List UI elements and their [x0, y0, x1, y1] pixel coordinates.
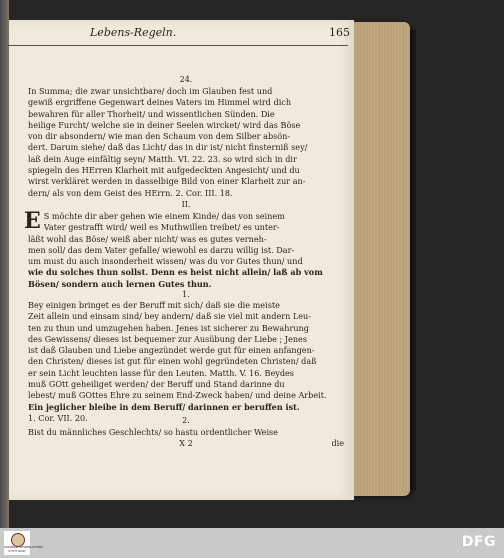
- header-rule: [8, 45, 348, 46]
- text-line: laß dein Auge einfältig seyn/ Matth. VI. 22. 23. so wird sich in dir: [28, 153, 297, 164]
- paragraph-24: [28, 86, 344, 199]
- running-title: Lebens-Regeln.: [90, 26, 177, 39]
- text-line: um must du auch insonderheit wissen/ was du vor Gutes thun/ und: [28, 256, 303, 267]
- text-line: dert. Darum siehe/ daß das Licht/ das in dir ist/ nicht finsterniß sey/: [28, 142, 308, 153]
- text-line: Bist du männliches Geschlechts/ so hastu ordentlicher Weise: [28, 427, 278, 437]
- text-line: wirst verkläret werden in dasselbige Bild von einer Klarheit zur an-: [28, 176, 306, 187]
- section-number-24: 24.: [179, 75, 193, 84]
- text-line: S möchte dir aber gehen wie einem Kinde/ das von seinem: [43, 211, 285, 221]
- library-logo[interactable]: [4, 531, 44, 555]
- text-line: Bey einigen bringet es der Beruff mit sich/ daß sie die meiste: [28, 300, 280, 310]
- paragraph-2: [28, 427, 344, 438]
- library-logo-caption: UNIVERSITÄTSBIBLIOTHEK STUTTGART: [4, 545, 44, 553]
- text-line: lebest/ muß GOttes Ehre zu seinem End-Zweck haben/ und deine Arbeit.: [28, 390, 327, 401]
- paragraph-1: [28, 300, 344, 424]
- catchword: die: [331, 438, 344, 448]
- text-line: heilige Furcht/ welche sie in deiner Seelen wircket/ wird das Böse: [28, 119, 301, 130]
- text-line: wie du solches thun sollst. Denn es heist nicht allein/ laß ab vom: [28, 267, 323, 278]
- text-line: ist daß Glauben und Liebe angezündet werde gut für einen anfangen-: [28, 345, 315, 356]
- text-line: 1. Cor. VII. 20.: [28, 412, 88, 423]
- left-page-edge: [0, 0, 9, 528]
- text-line: bewahren für aller Thorheit/ und wissentlichen Sünden. Die: [28, 108, 275, 119]
- text-line: Zeit allein und einsam sind/ bey andern/ daß sie viel mit andern Leu-: [28, 311, 312, 322]
- dfg-logo[interactable]: DFG: [461, 534, 496, 550]
- book-fore-edge: [350, 22, 410, 496]
- text-line: von dir absondern/ wie man den Schaum von dem Silber absön-: [28, 131, 291, 142]
- page-number: 165: [329, 26, 350, 39]
- text-line: men soll/ das dem Vater gefalle/ wiewohl es darzu willig ist. Dar-: [28, 244, 295, 255]
- section-number-2: 2.: [182, 416, 190, 425]
- paragraph-II: [24, 208, 344, 290]
- drop-capital: E: [24, 208, 41, 234]
- page-header: [20, 22, 350, 42]
- text-line: Bösen/ sondern auch lernen Gutes thun.: [28, 278, 212, 289]
- text-line: er sein Licht leuchten lasse für den Leuten. Matth. V. 16. Beydes: [28, 367, 294, 378]
- text-line: spiegeln des HErren Klarheit mit aufgedeckten Angesicht/ und du: [28, 165, 300, 176]
- section-number-1: 1.: [182, 290, 190, 299]
- text-line: Vater gestrafft wird/ weil es Muthwillen treibet/ es unter-: [43, 222, 280, 233]
- text-line: dern/ als von dem Geist des HErrn. 2. Cor. III. 18.: [28, 187, 233, 198]
- section-number-II: II.: [181, 200, 191, 209]
- signature-mark: X 2: [179, 438, 193, 448]
- text-line: ten zu thun und umzugehen haben. Jenes ist sicherer zu Bewahrung: [28, 322, 309, 333]
- text-line: den Christen/ dieses ist gut für einen wohl gegründeten Christen/ daß: [28, 356, 317, 367]
- text-line: gewiß ergriffene Gegenwart deines Vaters im Himmel wird dich: [28, 97, 292, 108]
- text-line: Ein jeglicher bleibe in dem Beruff/ darinnen er beruffen ist.: [28, 401, 300, 412]
- text-line: muß GOtt geheiliget werden/ der Beruff und Stand darinne du: [28, 379, 285, 390]
- text-line: läßt wohl das Böse/ weiß aber nicht/ was es gutes verneh-: [28, 233, 267, 244]
- text-line: des Gewissens/ dieses ist bequemer zur Ausübung der Liebe ; Jenes: [28, 333, 307, 344]
- viewer-footer: [0, 528, 504, 558]
- text-line: In Summa; die zwar unsichtbare/ doch im Glauben fest und: [28, 86, 273, 96]
